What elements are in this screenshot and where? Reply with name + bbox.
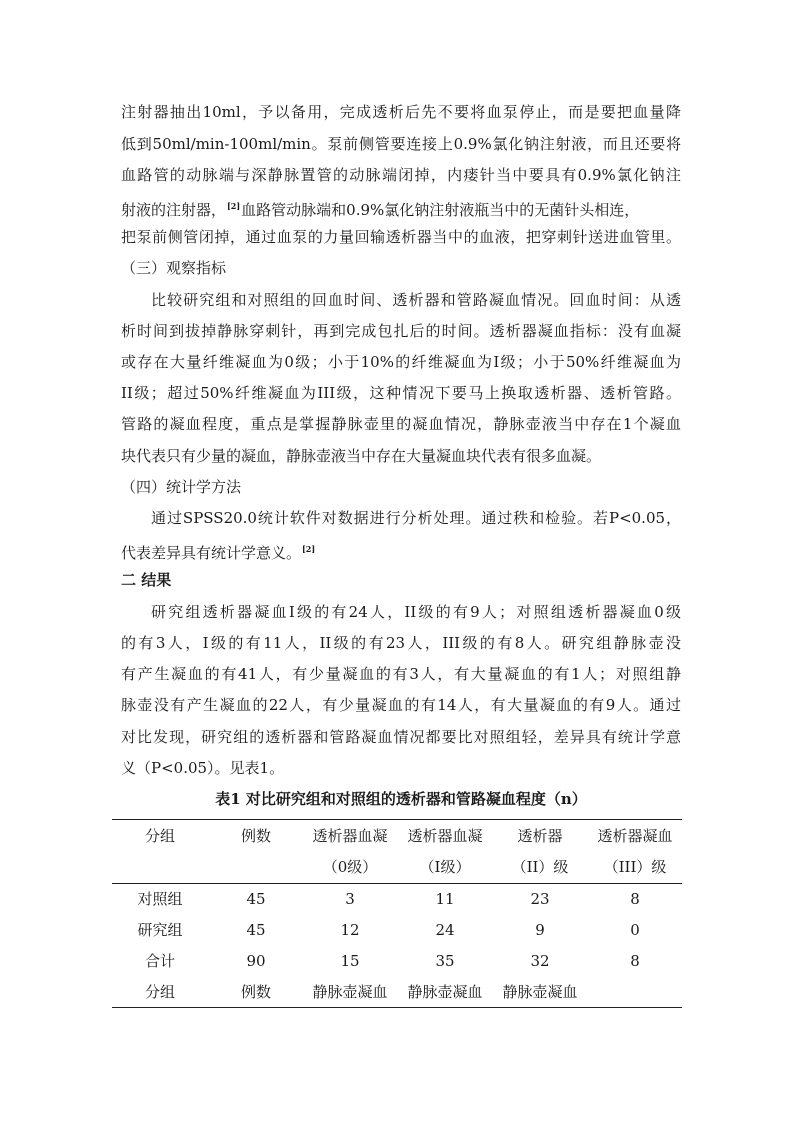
table-cell: 例数 <box>240 983 271 1001</box>
paragraph-text: 代表差异具有统计学意义。 <box>121 544 302 562</box>
paragraph-line: 血路管的动脉端与深静脉置管的动脉端闭掉，内瘘针当中要具有0.9%氯化钠注 <box>121 166 681 184</box>
table-cell: 45 <box>246 890 266 908</box>
paragraph-line: 把泵前侧管闭掉，通过血泵的力量回输透析器当中的血液，把穿刺针送进血管里。 <box>121 228 681 246</box>
header-cell: 分组 <box>144 827 175 845</box>
paragraph-text: 血路管动脉端和0.9%氯化钠注射液瓶当中的无菌针头相连， <box>241 201 640 219</box>
table-cell: 90 <box>246 952 266 970</box>
header-cell: 例数 <box>240 827 271 845</box>
header-cell: 透析器血凝 <box>312 827 388 845</box>
table-header-rule <box>112 883 682 884</box>
paragraph-line: II级；超过50%纤维凝血为III级，这种情况下要马上换取透析器、透析管路。 <box>121 384 681 402</box>
table-cell: 0 <box>630 921 640 939</box>
paragraph-line: 对比发现，研究组的透析器和管路凝血情况都要比对照组轻，差异具有统计学意 <box>121 728 681 746</box>
table-cell: 11 <box>435 890 455 908</box>
table-caption: 表1 对比研究组和对照组的透析器和管路凝血程度（n） <box>215 790 587 808</box>
paragraph-text: 射液的注射器， <box>121 201 227 219</box>
table-top-rule <box>112 819 682 820</box>
table-cell: 8 <box>630 952 640 970</box>
table-cell: 静脉壶凝血 <box>312 983 388 1001</box>
paragraph-line: 管路的凝血程度，重点是掌握静脉壶里的凝血情况，静脉壶液当中存在1个凝血 <box>121 415 681 433</box>
paragraph-line: 有产生凝血的有41人，有少量凝血的有3人，有大量凝血的有1人；对照组静 <box>121 665 681 683</box>
row-label: 对照组 <box>137 890 183 908</box>
paragraph-line: 通过SPSS20.0统计软件对数据进行分析处理。通过秩和检验。若P<0.05， <box>151 509 681 527</box>
row-label: 研究组 <box>137 921 183 939</box>
table-cell: 32 <box>530 952 550 970</box>
table-cell: 24 <box>435 921 455 939</box>
table-cell: 静脉壶凝血 <box>407 983 483 1001</box>
paragraph-line: 或存在大量纤维凝血为0级；小于10%的纤维凝血为I级；小于50%纤维凝血为 <box>121 353 681 371</box>
header-subcell: （I级） <box>419 858 471 876</box>
header-subcell: （0级） <box>322 858 378 876</box>
row-label: 合计 <box>144 952 175 970</box>
table-cell: 23 <box>530 890 550 908</box>
paragraph-line: 义（P<0.05）。见表1。 <box>121 759 285 777</box>
citation-mark: [2] <box>227 201 241 211</box>
paragraph-line: 注射器抽出10ml，予以备用，完成透析后先不要将血泵停止，而是要把血量降 <box>121 103 681 121</box>
header-subcell: （III）级 <box>603 858 667 876</box>
paragraph-line-with-citation <box>121 539 681 563</box>
table-cell: 8 <box>630 890 640 908</box>
table-cell: 12 <box>340 921 360 939</box>
results-heading: 二 结果 <box>121 571 172 589</box>
table-cell: 45 <box>246 921 266 939</box>
header-subcell: （II）级 <box>511 858 569 876</box>
citation-mark: [2] <box>302 544 316 554</box>
table-cell: 35 <box>435 952 455 970</box>
paragraph-line: 比较研究组和对照组的回血时间、透析器和管路凝血情况。回血时间：从透 <box>151 291 681 309</box>
table-cell: 3 <box>345 890 355 908</box>
paragraph-line: 析时间到拔掉静脉穿刺针，再到完成包扎后的时间。透析器凝血指标：没有血凝 <box>121 322 681 340</box>
table-cell: 15 <box>340 952 360 970</box>
paragraph-line: 块代表只有少量的凝血，静脉壶液当中存在大量凝血块代表有很多血凝。 <box>121 447 602 465</box>
header-cell: 透析器血凝 <box>407 827 483 845</box>
row-label: 分组 <box>144 983 175 1001</box>
paragraph-line: 低到50ml/min-100ml/min。泵前侧管要连接上0.9%氯化钠注射液，而且还要将 <box>121 135 681 153</box>
table-bottom-rule <box>112 1007 682 1008</box>
paragraph-line: 的有3人，I级的有11人，II级的有23人，III级的有8人。研究组静脉壶没 <box>121 634 681 652</box>
paragraph-line-with-citation <box>121 196 681 220</box>
section-heading: （三）观察指标 <box>121 259 227 277</box>
table-cell: 静脉壶凝血 <box>502 983 578 1001</box>
section-heading: （四）统计学方法 <box>121 478 242 496</box>
paragraph-line: 研究组透析器凝血I级的有24人，II级的有9人；对照组透析器凝血0级 <box>151 603 681 621</box>
header-cell: 透析器凝血 <box>597 827 673 845</box>
table-cell: 9 <box>535 921 545 939</box>
paragraph-line: 脉壶没有产生凝血的22人，有少量凝血的有14人，有大量凝血的有9人。通过 <box>121 696 681 714</box>
header-cell: 透析器 <box>517 827 563 845</box>
